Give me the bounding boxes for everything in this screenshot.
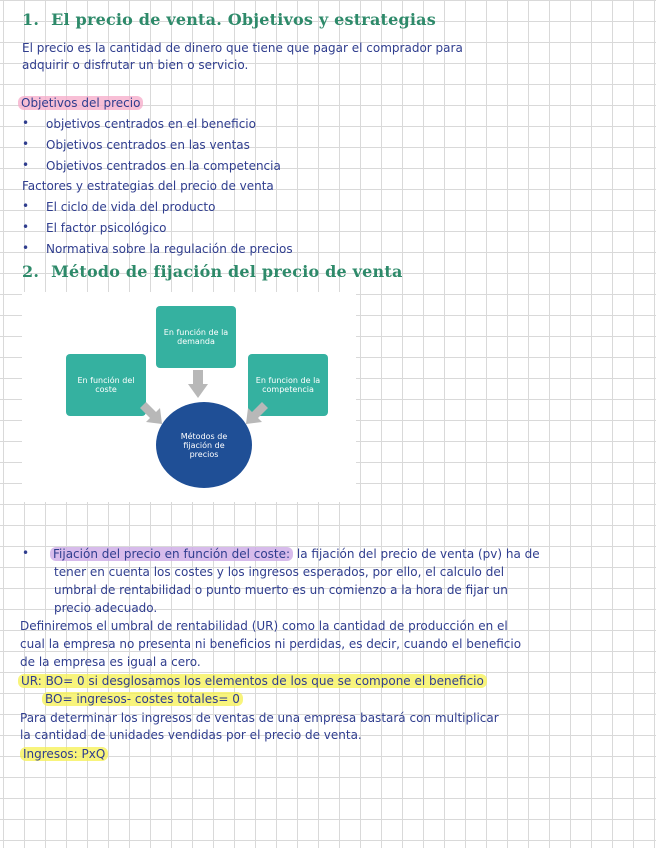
- cost-method-line-2: tener en cuenta los costes y los ingresos esperados, por ello, el calculo del: [54, 565, 505, 579]
- objective-item-2: Objetivos centrados en las ventas: [46, 138, 250, 152]
- cost-method-line-1: [50, 546, 540, 562]
- income-line-1: Para determinar los ingresos de ventas de una empresa bastará con multiplicar: [20, 711, 499, 725]
- diagram-box-demand: En función de la demanda: [156, 306, 236, 368]
- section2-title: Método de fijación del precio de venta: [51, 262, 403, 281]
- factor-item-2: El factor psicológico: [46, 221, 167, 235]
- cost-method-rest: la fijación del precio de venta (pv) ha de: [293, 547, 540, 561]
- bullet-dot-icon: •: [22, 116, 30, 130]
- factor-item-1: El ciclo de vida del producto: [46, 200, 216, 214]
- diagram-box-competition: En funcion de la competencia: [248, 354, 328, 416]
- bullet-dot-icon: •: [22, 546, 30, 560]
- objective-item-1: objetivos centrados en el beneficio: [46, 117, 256, 131]
- cost-method-line-3: umbral de rentabilidad o punto muerto es un comienzo a la hora de fijar un: [54, 583, 508, 597]
- bullet-dot-icon: •: [22, 241, 30, 255]
- bullet-dot-icon: •: [22, 158, 30, 172]
- arrow-down-icon: [188, 370, 208, 398]
- objective-item-3: Objetivos centrados en la competencia: [46, 159, 281, 173]
- bullet-dot-icon: •: [22, 199, 30, 213]
- section1-heading: [22, 10, 436, 29]
- bo-formula: BO= ingresos- costes totales= 0: [42, 691, 243, 707]
- diagram-circle-methods: Métodos de fijación de precios: [156, 402, 252, 488]
- bullet-dot-icon: •: [22, 137, 30, 151]
- pricing-methods-diagram: [22, 292, 356, 502]
- ur-definition-line-2: cual la empresa no presenta ni beneficios ni perdidas, es decir, cuando el beneficio: [20, 637, 522, 651]
- arrow-diagonal-icon: [246, 402, 268, 424]
- income-line-2: la cantidad de unidades vendidas por el precio de venta.: [20, 728, 362, 742]
- ur-formula: UR: BO= 0 si desglosamos los elementos de los que se compone el beneficio: [18, 673, 487, 689]
- diagram-box-cost: En función del coste: [66, 354, 146, 416]
- section1-title: El precio de venta. Objetivos y estrategias: [51, 10, 436, 29]
- factor-item-3: Normativa sobre la regulación de precios: [46, 242, 293, 256]
- intro-line-2: adquirir o disfrutar un bien o servicio.: [22, 58, 249, 72]
- ur-definition-line-3: de la empresa es igual a cero.: [20, 655, 201, 669]
- section2-number: 2.: [22, 262, 40, 281]
- arrow-diagonal-icon: [140, 402, 162, 424]
- factors-heading: Factores y estrategias del precio de venta: [22, 179, 274, 193]
- objectives-heading: Objetivos del precio: [18, 95, 143, 111]
- section2-heading: [22, 262, 403, 281]
- intro-line-1: El precio es la cantidad de dinero que tiene que pagar el comprador para: [22, 41, 463, 55]
- income-formula: Ingresos: PxQ: [20, 746, 108, 762]
- section1-number: 1.: [22, 10, 40, 29]
- cost-method-line-4: precio adecuado.: [54, 601, 158, 615]
- bullet-dot-icon: •: [22, 220, 30, 234]
- cost-method-highlight: Fijación del precio en función del coste:: [50, 547, 293, 561]
- ur-definition-line-1: Definiremos el umbral de rentabilidad (UR) como la cantidad de producción en el: [20, 619, 508, 633]
